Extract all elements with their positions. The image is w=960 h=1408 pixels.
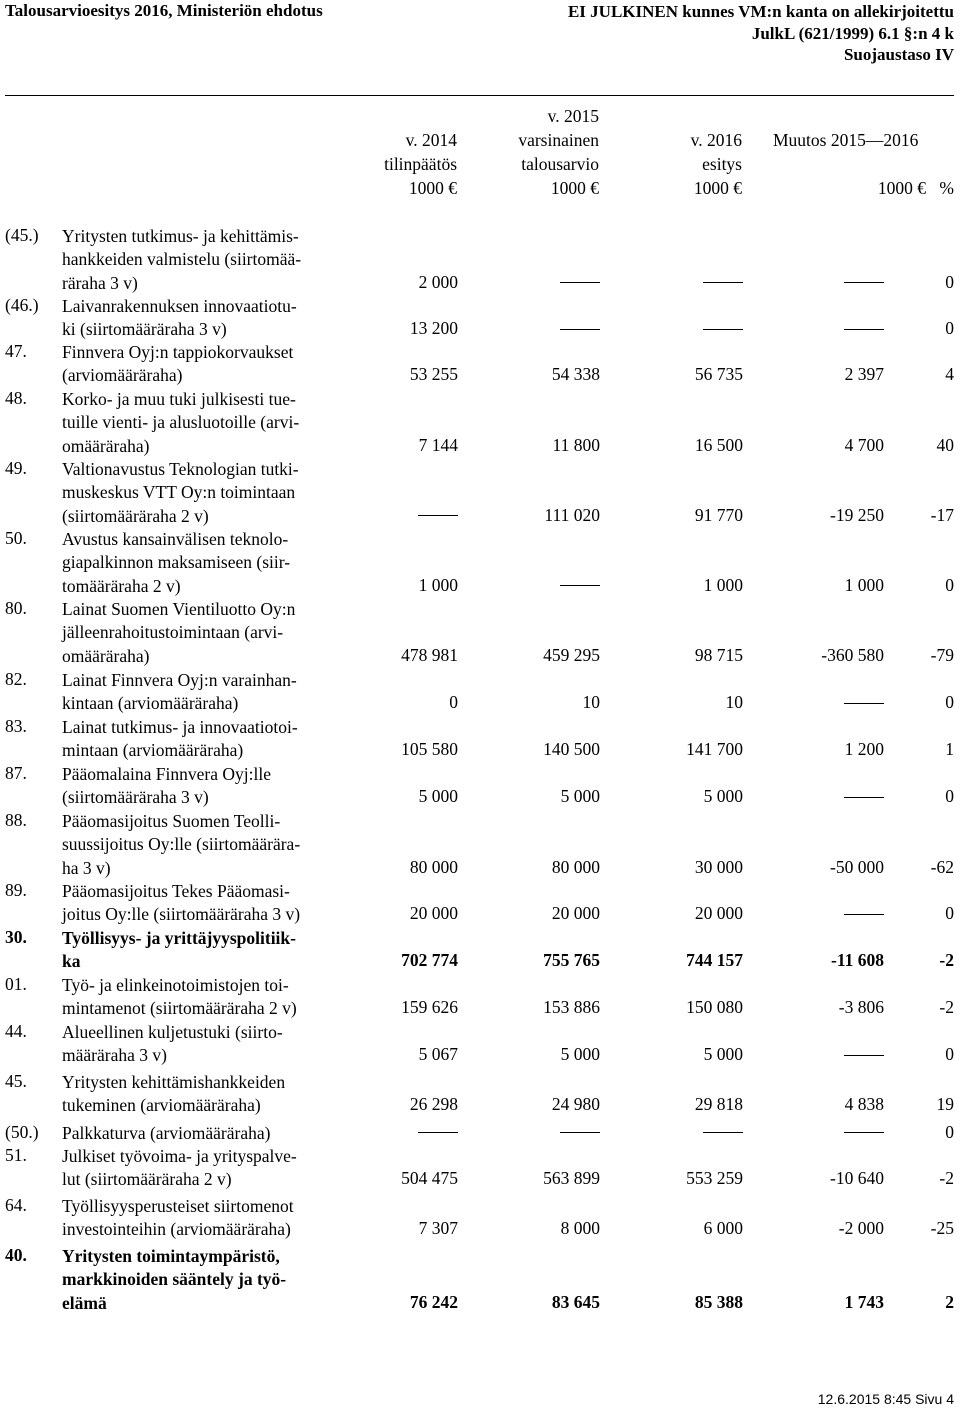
value-cell: 1 743 (844, 1291, 884, 1312)
row-number: 47. (5, 341, 27, 361)
row-label-line: Julkiset työvoima- ja yrityspalve- (62, 1146, 297, 1166)
value-cell: 0 (945, 271, 954, 292)
row-label-line: mintaan (arviomääräraha) (62, 740, 244, 761)
row-label (62, 341, 322, 388)
column-header-percent: % (939, 178, 954, 198)
row-number: 01. (5, 974, 27, 994)
value-cell: 4 838 (844, 1094, 884, 1115)
value-cell: 1 000 (418, 574, 458, 595)
confidentiality-line: JulkL (621/1999) 6.1 §:n 4 k (751, 23, 954, 43)
column-header-line: varsinainen (518, 130, 599, 150)
value-cell: 504 475 (401, 1168, 458, 1189)
value-cell: 16 500 (694, 434, 743, 455)
row-label-line: Finnvera Oyj:n tappiokorvaukset (62, 342, 294, 362)
row-label-line: elämä (62, 1292, 107, 1313)
row-label-line: mintamenot (siirtomääräraha 2 v) (62, 998, 297, 1019)
dash-mark (844, 1132, 884, 1133)
row-label-line: Yritysten tutkimus- ja kehittämis- (62, 226, 299, 246)
value-cell: 5 000 (560, 1044, 600, 1065)
value-cell: -79 (930, 644, 954, 665)
value-cell: 4 (945, 364, 954, 385)
row-number: 88. (5, 810, 27, 830)
row-label-line: Yritysten toimintaympäristö, (62, 1246, 280, 1266)
value-cell: 5 067 (418, 1044, 458, 1065)
row-number: 45. (5, 1071, 27, 1091)
row-label-line: Lainat Finnvera Oyj:n varainhan- (62, 670, 297, 690)
dash-mark (844, 914, 884, 915)
value-cell (844, 1122, 884, 1143)
row-number: 49. (5, 458, 27, 478)
row-label (62, 1071, 322, 1118)
row-label-line: Korko- ja muu tuki julkisesti tue- (62, 389, 296, 409)
value-cell: 5 000 (418, 786, 458, 807)
row-label-line: ki (siirtomääräraha 3 v) (62, 319, 227, 340)
row-number: 80. (5, 598, 27, 618)
column-header-line: v. 2015 (547, 106, 599, 126)
value-cell: 56 735 (694, 364, 743, 385)
row-label-line: Laivanrakennuksen innovaatiotu- (62, 296, 297, 316)
value-cell: 13 200 (409, 318, 458, 339)
row-label-line: tukeminen (arviomääräraha) (62, 1095, 261, 1116)
row-number: 30. (5, 927, 27, 947)
value-cell: 105 580 (401, 739, 458, 760)
value-cell: 4 700 (844, 434, 884, 455)
value-cell (560, 575, 600, 596)
value-cell: 29 818 (694, 1094, 743, 1115)
value-cell: 153 886 (543, 997, 600, 1018)
row-label (62, 1122, 322, 1145)
value-cell: 20 000 (409, 903, 458, 924)
column-header-2016 (691, 128, 742, 200)
value-cell: 141 700 (686, 739, 743, 760)
value-cell: -62 (930, 856, 954, 877)
dash-mark (703, 329, 743, 330)
confidentiality-line: EI JULKINEN kunnes VM:n kanta on allekirjoitettu (567, 2, 954, 21)
value-cell: -19 250 (830, 504, 884, 525)
row-label-line: (arviomääräraha) (62, 365, 183, 386)
row-label (62, 1021, 322, 1068)
value-cell: -50 000 (830, 856, 884, 877)
column-header-line: tilinpäätös (384, 154, 457, 174)
row-number: 89. (5, 880, 27, 900)
value-cell: 11 800 (552, 434, 600, 455)
column-header-change-amount (878, 176, 926, 200)
value-cell: 755 765 (543, 950, 600, 971)
dash-mark (844, 797, 884, 798)
value-cell: 91 770 (694, 504, 743, 525)
value-cell: 2 (945, 1291, 954, 1312)
value-cell: 478 981 (401, 644, 458, 665)
row-label (62, 1145, 322, 1192)
value-cell (560, 1122, 600, 1143)
value-cell (844, 1044, 884, 1065)
row-label (62, 388, 322, 458)
value-cell: 0 (945, 574, 954, 595)
value-cell: 563 899 (543, 1168, 600, 1189)
row-label (62, 295, 322, 342)
row-label-line: Työllisyys- ja yrittäjyyspolitiik- (62, 928, 296, 948)
row-label-line: lut (siirtomääräraha 2 v) (62, 1169, 232, 1190)
value-cell: 83 645 (551, 1291, 600, 1312)
value-cell: -2 (939, 950, 954, 971)
row-label-line: giapalkinnon maksamiseen (siir- (62, 552, 291, 573)
row-number: (46.) (5, 295, 39, 315)
value-cell (844, 903, 884, 924)
row-label-line: Pääomasijoitus Suomen Teolli- (62, 811, 281, 831)
value-cell: 0 (945, 1122, 954, 1142)
column-header-line: v. 2014 (405, 130, 457, 150)
value-cell: 459 295 (543, 644, 600, 665)
value-cell: 40 (936, 434, 954, 455)
value-cell: 24 980 (551, 1094, 600, 1115)
row-label-line: Lainat tutkimus- ja innovaatiotoi- (62, 717, 298, 737)
value-cell: 8 000 (560, 1218, 600, 1239)
value-cell: 10 (582, 692, 600, 713)
value-cell (844, 272, 884, 293)
row-label-line: jälleenrahoitustoimintaan (arvi- (62, 622, 284, 643)
value-cell: -10 640 (830, 1168, 884, 1189)
value-cell: 150 080 (686, 997, 743, 1018)
value-cell: 2 000 (418, 271, 458, 292)
row-number: 64. (5, 1195, 27, 1215)
value-cell (703, 272, 743, 293)
value-cell: 140 500 (543, 739, 600, 760)
value-cell: 0 (945, 692, 954, 713)
row-label (62, 1195, 322, 1242)
row-label-line: (siirtomääräraha 2 v) (62, 505, 209, 526)
value-cell: 7 307 (418, 1218, 458, 1239)
row-label-line: tuille vienti- ja alusluotoille (arvi- (62, 412, 300, 433)
row-number: 83. (5, 716, 27, 736)
value-cell: 553 259 (686, 1168, 743, 1189)
column-header-change: Muutos 2015—2016 (773, 130, 919, 150)
value-cell: -360 580 (821, 644, 884, 665)
value-cell (560, 272, 600, 293)
dash-mark (844, 282, 884, 283)
row-label-line: (siirtomääräraha 3 v) (62, 787, 209, 808)
value-cell: 5 000 (703, 1044, 743, 1065)
row-number: 82. (5, 669, 27, 689)
dash-mark (560, 1132, 600, 1133)
value-cell: 20 000 (551, 903, 600, 924)
value-cell: 702 774 (401, 950, 458, 971)
value-cell: 54 338 (551, 364, 600, 385)
value-cell: 6 000 (703, 1218, 743, 1239)
row-label-line: Lainat Suomen Vientiluotto Oy:n (62, 599, 296, 619)
column-header-line: 1000 € (550, 178, 599, 198)
row-label (62, 810, 322, 880)
value-cell (418, 1122, 458, 1143)
value-cell: -25 (930, 1218, 954, 1239)
row-label-line: Pääomasijoitus Tekes Pääomasi- (62, 881, 290, 901)
value-cell (560, 318, 600, 339)
dash-mark (418, 1132, 458, 1133)
column-header-line: talousarvio (521, 154, 599, 174)
value-cell (844, 692, 884, 713)
dash-mark (844, 703, 884, 704)
row-label-line: Alueellinen kuljetustuki (siirto- (62, 1022, 283, 1042)
row-label (62, 716, 322, 763)
dash-mark (560, 585, 600, 586)
row-number: 87. (5, 763, 27, 783)
column-header-line: 1000 € (693, 178, 742, 198)
dash-mark (703, 1132, 743, 1133)
row-label-line: Palkkaturva (arviomääräraha) (62, 1123, 271, 1143)
dash-mark (844, 1055, 884, 1056)
column-header-line: v. 2016 (690, 130, 742, 150)
confidentiality-line: Suojaustaso IV (843, 45, 954, 64)
confidentiality-notice (568, 1, 954, 66)
row-label-line: hankkeiden valmistelu (siirtomää- (62, 249, 302, 270)
value-cell: -2 000 (838, 1218, 884, 1239)
row-number: 44. (5, 1021, 27, 1041)
value-cell: 0 (945, 318, 954, 339)
row-label (62, 880, 322, 927)
document-header-title: Talousarvioesitys 2016, Ministeriön ehdotus (5, 1, 323, 20)
value-cell: 98 715 (694, 644, 743, 665)
value-cell: 30 000 (694, 856, 743, 877)
row-label-line: suussijoitus Oy:lle (siirtomäärära- (62, 834, 301, 855)
row-label-line: markkinoiden sääntely ja työ- (62, 1269, 287, 1290)
value-cell (703, 318, 743, 339)
value-cell: 5 000 (560, 786, 600, 807)
value-cell: 80 000 (409, 856, 458, 877)
row-label-line: ha 3 v) (62, 857, 111, 878)
value-cell: 53 255 (409, 364, 458, 385)
value-cell: 0 (945, 1044, 954, 1065)
row-label-line: joitus Oy:lle (siirtomääräraha 3 v) (62, 904, 301, 925)
dash-mark (560, 282, 600, 283)
value-cell: 76 242 (409, 1291, 458, 1312)
value-cell: -2 (939, 1168, 954, 1189)
row-number: (50.) (5, 1122, 39, 1142)
row-label-line: Yritysten kehittämishankkeiden (62, 1072, 286, 1092)
row-label-line: omääräraha) (62, 645, 150, 666)
row-label-line: Työllisyysperusteiset siirtomenot (62, 1196, 294, 1216)
value-cell: 1 000 (703, 574, 743, 595)
row-label (62, 598, 322, 668)
value-cell: -3 806 (838, 997, 884, 1018)
row-number: 40. (5, 1245, 27, 1265)
value-cell: 159 626 (401, 997, 458, 1018)
row-label (62, 528, 322, 598)
row-label (62, 225, 322, 295)
dash-mark (703, 282, 743, 283)
value-cell (844, 786, 884, 807)
value-cell: 10 (725, 692, 743, 713)
row-number: 50. (5, 528, 27, 548)
row-number: (45.) (5, 225, 39, 245)
value-cell (844, 318, 884, 339)
column-header-2014 (384, 128, 457, 200)
value-cell: 1 (945, 739, 954, 760)
value-cell: 1 200 (844, 739, 884, 760)
row-number: 51. (5, 1145, 27, 1165)
dash-mark (560, 329, 600, 330)
page-footer: 12.6.2015 8:45 Sivu 4 (817, 1391, 954, 1407)
value-cell: 85 388 (694, 1291, 743, 1312)
row-label-line: investointeihin (arviomääräraha) (62, 1219, 291, 1240)
row-label-line: muskeskus VTT Oy:n toimintaan (62, 482, 296, 503)
value-cell: -11 608 (831, 950, 884, 971)
row-label (62, 763, 322, 810)
value-cell: 744 157 (686, 950, 743, 971)
column-header-2015 (518, 104, 599, 200)
value-cell: 111 020 (544, 504, 600, 525)
row-label-line: räraha 3 v) (62, 272, 138, 293)
value-cell: 0 (449, 692, 458, 713)
row-label (62, 1245, 322, 1315)
value-cell: 20 000 (694, 903, 743, 924)
value-cell: 0 (945, 786, 954, 807)
value-cell: 19 (936, 1094, 954, 1115)
value-cell: 80 000 (551, 856, 600, 877)
row-label-line: määräraha 3 v) (62, 1045, 167, 1066)
value-cell: 0 (945, 903, 954, 924)
value-cell (703, 1122, 743, 1143)
row-label-line: Avustus kansainvälisen teknolo- (62, 529, 289, 549)
row-label-line: kintaan (arviomääräraha) (62, 693, 239, 714)
column-header-line: esitys (702, 154, 742, 174)
header-divider (5, 95, 954, 96)
value-cell: 26 298 (409, 1094, 458, 1115)
value-cell: -2 (939, 997, 954, 1018)
value-cell (418, 505, 458, 526)
row-label-line: Valtionavustus Teknologian tutki- (62, 459, 299, 479)
row-label-line: ka (62, 951, 81, 972)
value-cell: -17 (930, 504, 954, 525)
row-label (62, 974, 322, 1021)
value-cell: 5 000 (703, 786, 743, 807)
value-cell: 2 397 (844, 364, 884, 385)
row-label (62, 669, 322, 716)
row-label-line: Pääomalaina Finnvera Oyj:lle (62, 764, 271, 784)
row-label-line: omääräraha) (62, 435, 150, 456)
row-label (62, 927, 322, 974)
column-header-line: 1000 € (877, 178, 926, 198)
column-header-line: 1000 € (408, 178, 457, 198)
dash-mark (844, 329, 884, 330)
dash-mark (418, 515, 458, 516)
row-number: 48. (5, 388, 27, 408)
row-label (62, 458, 322, 528)
row-label-line: tomääräraha 2 v) (62, 575, 181, 596)
value-cell: 1 000 (844, 574, 884, 595)
value-cell: 7 144 (418, 434, 458, 455)
row-label-line: Työ- ja elinkeinotoimistojen toi- (62, 975, 289, 995)
